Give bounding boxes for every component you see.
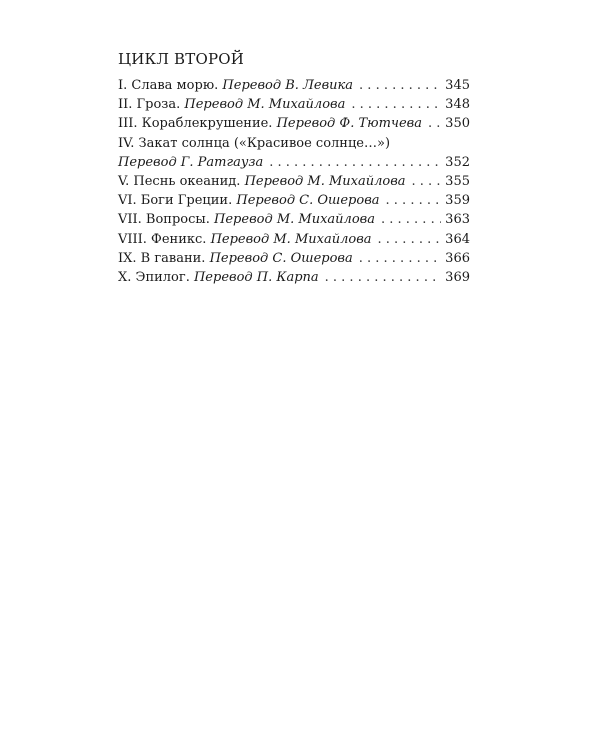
toc-entry-translator: Перевод М. Михайлова — [184, 97, 346, 113]
toc-entry-title-group — [118, 95, 345, 114]
toc-entry-title: VIII. Феникс. — [118, 231, 207, 247]
dot-leader — [359, 249, 441, 268]
dot-leader — [325, 268, 442, 287]
toc-list — [118, 76, 470, 287]
toc-entry — [118, 134, 470, 172]
dot-leader — [359, 76, 441, 95]
toc-entry-translator: Перевод Г. Ратгауза — [118, 154, 264, 170]
toc-line — [118, 76, 470, 95]
toc-entry-page: 363 — [445, 212, 470, 228]
toc-entry-title: IX. В гавани. — [118, 250, 206, 266]
toc-entry-translator: Перевод М. Михайлова — [210, 231, 372, 247]
toc-line — [118, 268, 470, 287]
toc-line — [118, 191, 470, 210]
toc-entry-page: 364 — [445, 231, 470, 247]
dot-leader — [269, 153, 441, 172]
toc-entry-title: VII. Вопросы. — [118, 212, 210, 228]
dot-leader — [386, 191, 442, 210]
toc-entry-title: X. Эпилог. — [118, 270, 190, 286]
toc-line — [118, 172, 470, 191]
toc-entry-translator: Перевод С. Ошерова — [209, 250, 353, 266]
toc-entry — [118, 268, 470, 287]
toc-line — [118, 230, 470, 249]
toc-entry-title: I. Слава морю. — [118, 78, 219, 93]
toc-entry-page: 355 — [445, 174, 470, 190]
toc-entry-title-group — [118, 249, 353, 268]
toc-entry-translator: Перевод С. Ошерова — [236, 193, 380, 209]
toc-entry-translator: Перевод П. Карпа — [193, 270, 319, 286]
toc-entry-translator: Перевод М. Михайлова — [244, 174, 406, 190]
toc-entry-title-group — [118, 210, 375, 229]
table-of-contents-page — [118, 50, 470, 287]
toc-entry-translator: Перевод В. Левика — [222, 78, 354, 93]
toc-entry-title-group — [118, 172, 406, 191]
toc-entry-page: 350 — [445, 116, 470, 132]
toc-entry-page: 352 — [445, 154, 470, 170]
toc-entry-title-group — [118, 230, 372, 249]
dot-leader — [428, 114, 441, 133]
dot-leader — [381, 210, 441, 229]
toc-entry — [118, 76, 470, 95]
toc-entry-title-group — [118, 76, 353, 95]
toc-line — [118, 134, 470, 153]
cycle-heading: ЦИКЛ ВТОРОЙ — [118, 50, 245, 68]
toc-entry-title: V. Песнь океанид. — [118, 174, 241, 190]
toc-entry-page: 369 — [445, 270, 470, 286]
toc-entry — [118, 95, 470, 114]
toc-line — [118, 114, 470, 133]
toc-entry-page: 359 — [445, 193, 470, 209]
toc-entry-translator: Перевод Ф. Тютчева — [276, 116, 422, 132]
toc-entry-page: 366 — [445, 250, 470, 266]
toc-entry-page: 348 — [445, 97, 470, 113]
toc-line — [118, 153, 470, 172]
toc-entry — [118, 210, 470, 229]
toc-line — [118, 95, 470, 114]
toc-entry-translator: Перевод М. Михайлова — [214, 212, 375, 228]
toc-line — [118, 210, 470, 229]
toc-entry-title-group — [118, 191, 380, 210]
toc-entry-title: II. Гроза. — [118, 97, 181, 113]
toc-entry-title: IV. Закат солнца («Красивое солнце…») — [118, 135, 391, 151]
toc-entry-title-group — [118, 268, 319, 287]
toc-entry — [118, 114, 470, 133]
toc-entry-page: 345 — [445, 78, 470, 93]
toc-entry-title: III. Кораблекрушение. — [118, 116, 273, 132]
toc-entry — [118, 249, 470, 268]
toc-entry — [118, 191, 470, 210]
toc-entry — [118, 172, 470, 191]
toc-line — [118, 249, 470, 268]
toc-entry-title: VI. Боги Греции. — [118, 193, 233, 209]
toc-entry — [118, 230, 470, 249]
dot-leader — [412, 172, 442, 191]
dot-leader — [378, 230, 442, 249]
toc-entry-title-group — [118, 114, 422, 133]
dot-leader — [351, 95, 441, 114]
